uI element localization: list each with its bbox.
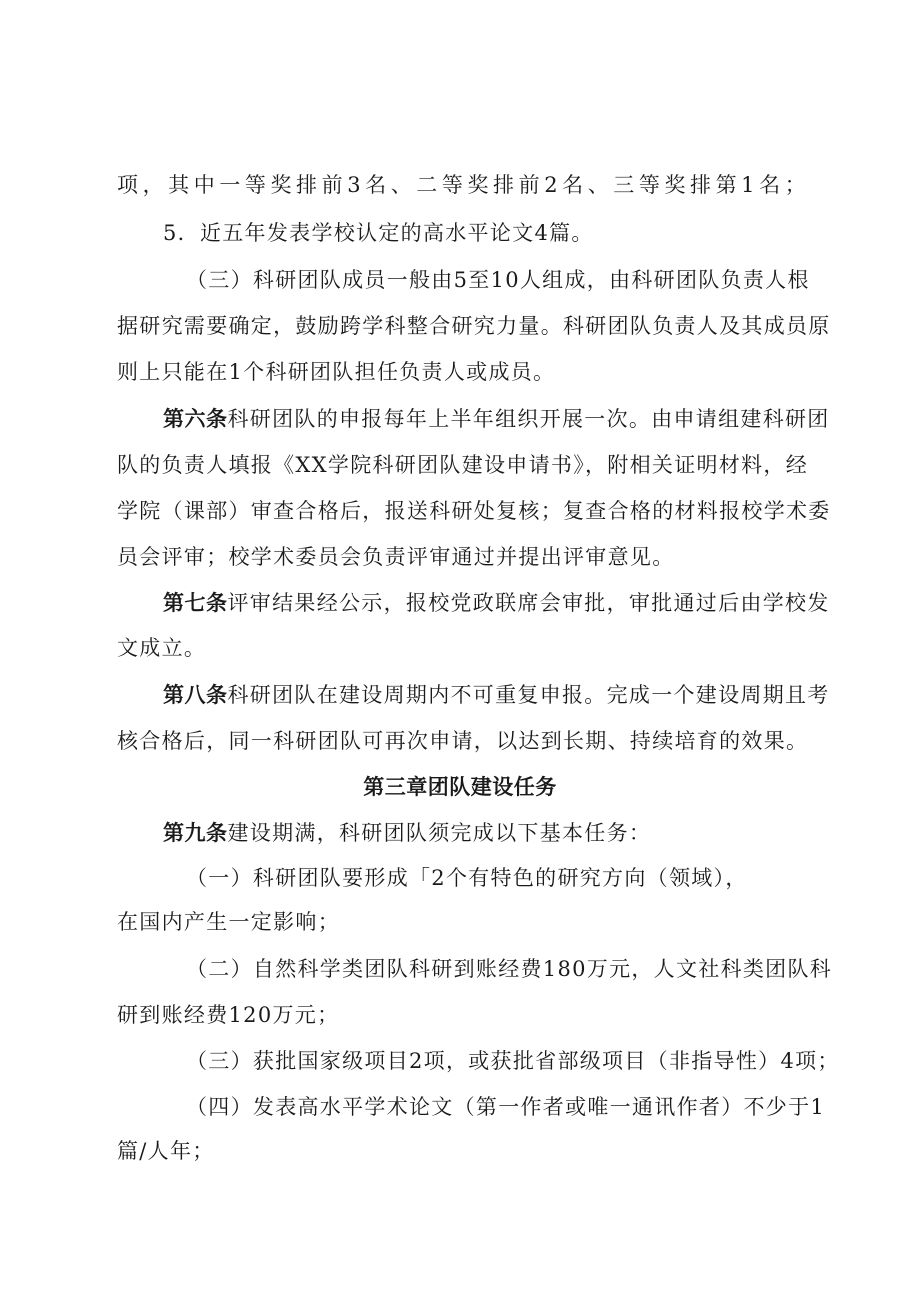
task-1-line-1: （一）科研团队要形成「2个有特色的研究方向（领域）， [186,866,748,890]
article-9-line [163,818,807,848]
paragraph-line: 项，其中一等奖排前3名、二等奖排前2名、三等奖排第1名； [117,173,807,197]
task-1-line-2: 在国内产生一定影响； [117,910,340,934]
article-8-line-2: 核合格后，同一科研团队可再次申请，以达到长期、持续培育的效果。 [117,729,809,753]
article-9-label: 第九条 [163,821,228,845]
paragraph-3-line-2: 据研究需要确定，鼓励跨学科整合研究力量。科研团队负责人及其成员原 [117,314,831,338]
article-7-line-2: 文成立。 [117,636,207,660]
task-3-line: （三）获批国家级项目2项，或获批省部级项目（非指导性）4项； [186,1049,840,1073]
article-6-line-3: 学院（课部）审查合格后，报送科研处复核；复查合格的材料报校学术委 [117,499,831,523]
article-6-line-2: 队的负责人填报《XX学院科研团队建设申请书》，附相关证明材料，经 [117,453,808,477]
task-2-line-2: 研到账经费120万元； [117,1003,340,1027]
task-4-line-2: 篇/人年； [117,1139,215,1163]
article-7-label: 第七条 [163,591,228,615]
list-item-5: 5．近五年发表学校认定的高水平论文4篇。 [163,221,594,245]
article-7-line-1 [163,588,830,618]
article-8-text: 科研团队在建设周期内不可重复申报。完成一个建设周期且考 [227,683,830,707]
chapter-3-heading: 第三章团队建设任务 [363,775,557,799]
article-6-label: 第六条 [163,407,228,431]
article-8-line-1 [163,680,830,710]
article-6-line-1 [163,404,830,434]
task-4-line-1: （四）发表高水平学术论文（第一作者或唯一通讯作者）不少于1 [186,1095,826,1119]
article-6-line-4: 员会评审；校学术委员会负责评审通过并提出评审意见。 [117,545,675,569]
article-6-text: 科研团队的申报每年上半年组织开展一次。由申请组建科研团 [227,407,830,431]
task-2-line-1: （二）自然科学类团队科研到账经费180万元，人文社科类团队科 [186,957,833,981]
article-8-label: 第八条 [163,683,228,707]
article-7-text: 评审结果经公示，报校党政联席会审批，审批通过后由学校发 [227,591,830,615]
paragraph-3-line-3: 则上只能在1个科研团队担任负责人或成员。 [117,360,556,384]
article-9-text: 建设期满，科研团队须完成以下基本任务： [227,821,652,845]
paragraph-3-line-1: （三）科研团队成员一般由5至10人组成，由科研团队负责人根 [186,268,810,292]
